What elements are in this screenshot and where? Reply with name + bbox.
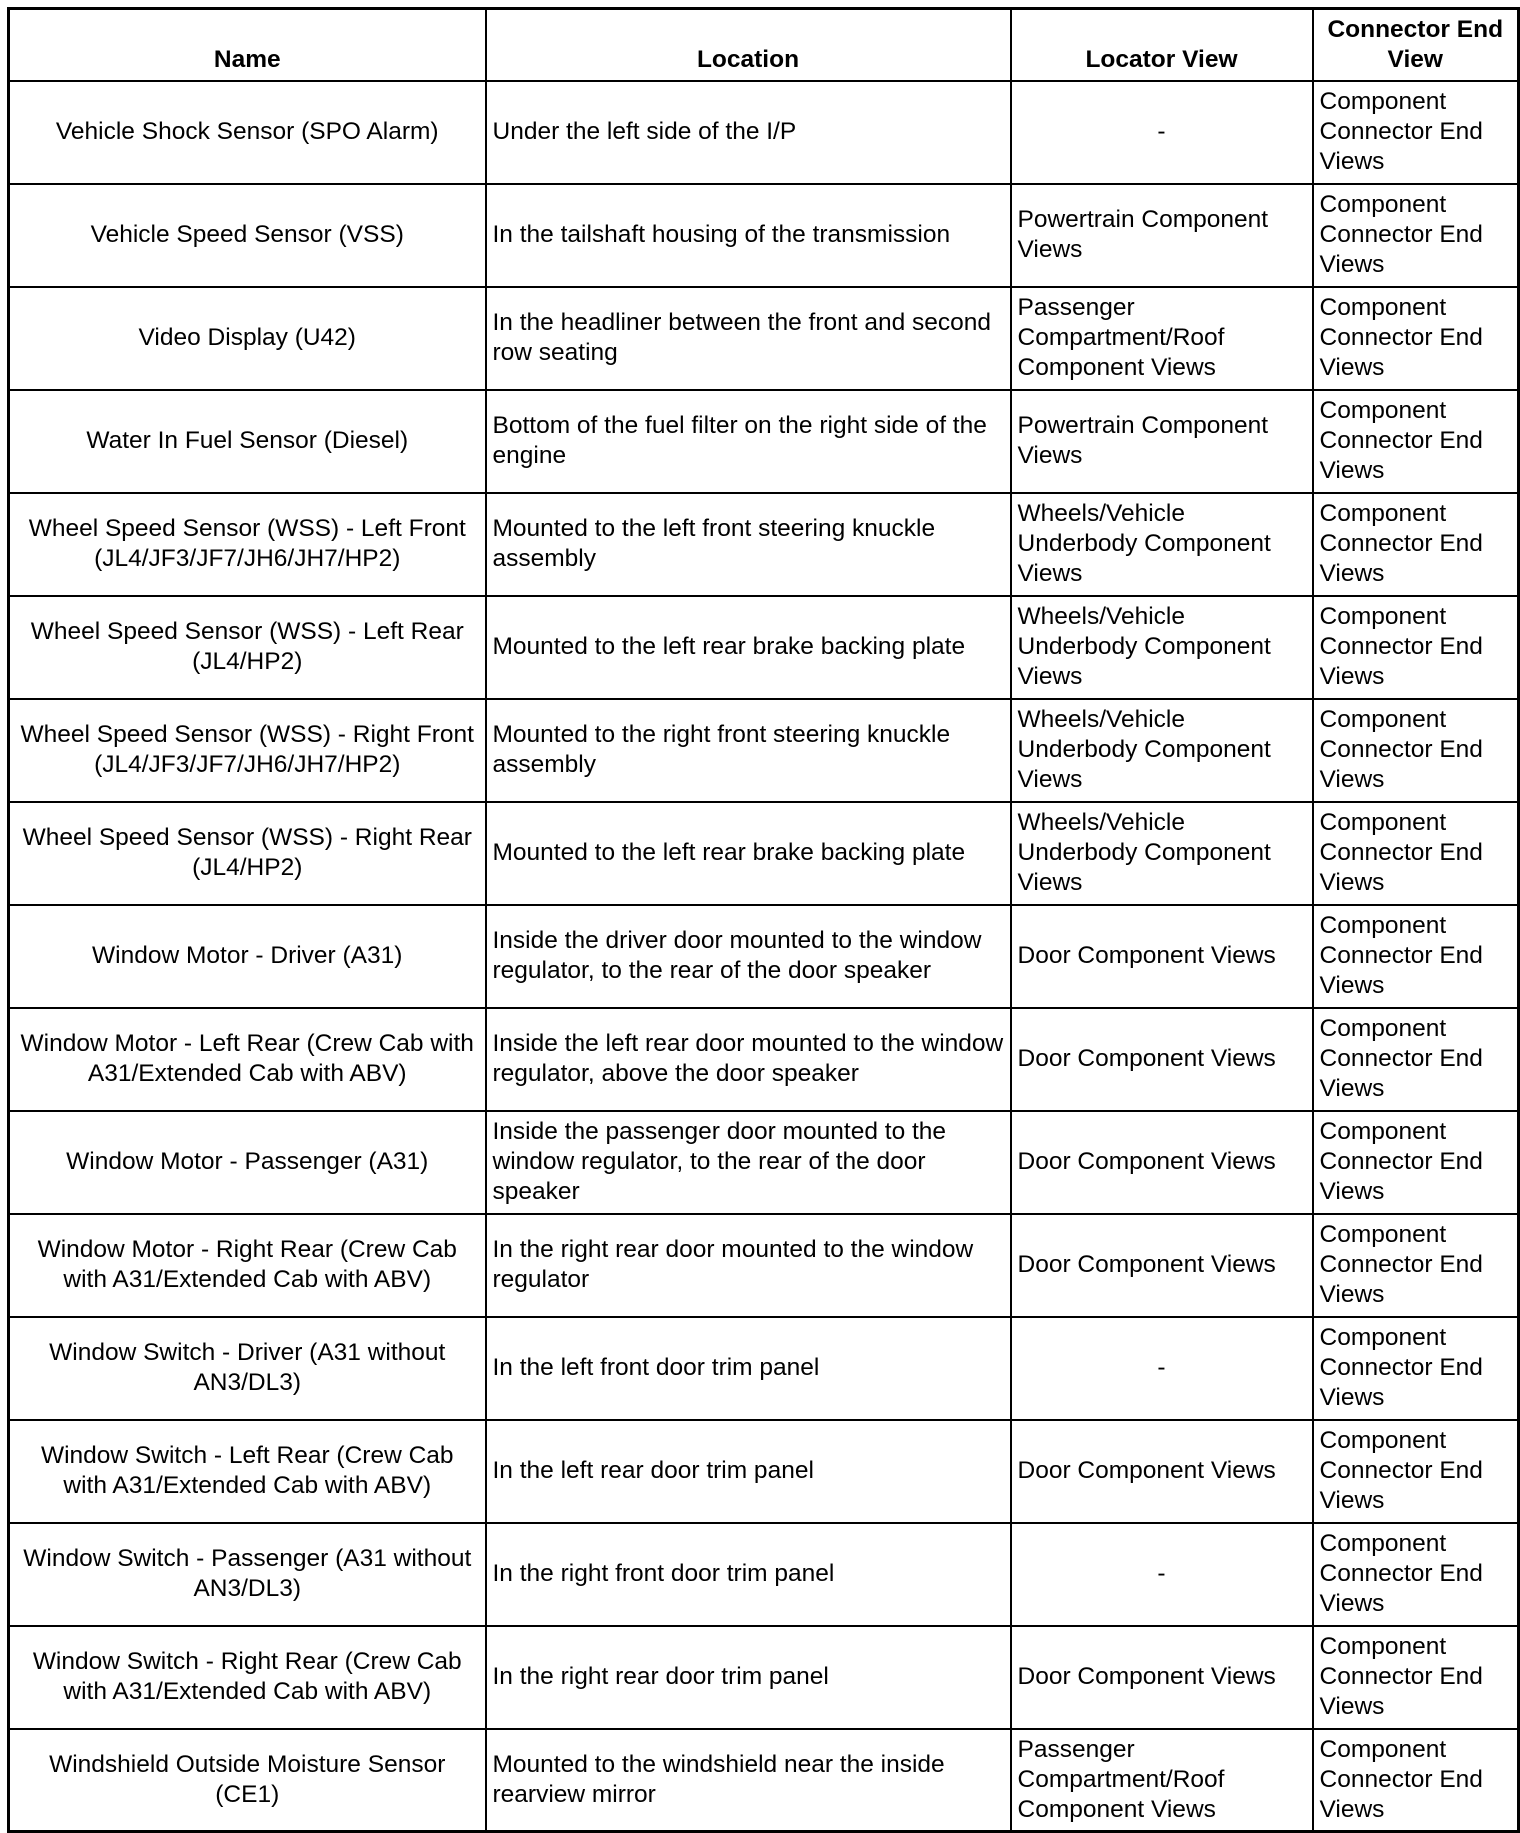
column-header-location: Location bbox=[486, 9, 1011, 81]
component-location-cell: Mounted to the left rear brake backing plate bbox=[486, 802, 1011, 905]
locator-view-cell: Wheels/Vehicle Underbody Component Views bbox=[1011, 493, 1313, 596]
column-header-name: Name bbox=[9, 9, 486, 81]
table-row bbox=[9, 1008, 1519, 1111]
table-row bbox=[9, 1729, 1519, 1832]
locator-view-cell: Door Component Views bbox=[1011, 1626, 1313, 1729]
component-location-cell: Inside the passenger door mounted to the window regulator, to the rear of the door speaker bbox=[486, 1111, 1011, 1214]
table-row bbox=[9, 287, 1519, 390]
locator-view-cell: Door Component Views bbox=[1011, 905, 1313, 1008]
component-location-cell: Mounted to the windshield near the inside rearview mirror bbox=[486, 1729, 1011, 1832]
component-name-cell: Window Switch - Driver (A31 without AN3/DL3) bbox=[9, 1317, 486, 1420]
component-name-cell: Vehicle Speed Sensor (VSS) bbox=[9, 184, 486, 287]
component-location-cell: Inside the driver door mounted to the window regulator, to the rear of the door speaker bbox=[486, 905, 1011, 1008]
component-location-cell: Mounted to the left front steering knuckle assembly bbox=[486, 493, 1011, 596]
component-location-cell: In the headliner between the front and second row seating bbox=[486, 287, 1011, 390]
locator-view-cell: Wheels/Vehicle Underbody Component Views bbox=[1011, 596, 1313, 699]
connector-end-view-cell: Component Connector End Views bbox=[1313, 287, 1519, 390]
connector-end-view-cell: Component Connector End Views bbox=[1313, 1008, 1519, 1111]
table-row bbox=[9, 699, 1519, 802]
column-header-connector-end-view: Connector End View bbox=[1313, 9, 1519, 81]
table-row bbox=[9, 493, 1519, 596]
connector-end-view-cell: Component Connector End Views bbox=[1313, 390, 1519, 493]
connector-end-view-cell: Component Connector End Views bbox=[1313, 1729, 1519, 1832]
connector-end-view-cell: Component Connector End Views bbox=[1313, 493, 1519, 596]
component-location-cell: Mounted to the right front steering knuckle assembly bbox=[486, 699, 1011, 802]
locator-view-cell: - bbox=[1011, 81, 1313, 184]
component-location-cell: Mounted to the left rear brake backing plate bbox=[486, 596, 1011, 699]
component-location-cell: Inside the left rear door mounted to the window regulator, above the door speaker bbox=[486, 1008, 1011, 1111]
table-row bbox=[9, 1317, 1519, 1420]
component-name-cell: Wheel Speed Sensor (WSS) - Left Front (JL4/JF3/JF7/JH6/JH7/HP2) bbox=[9, 493, 486, 596]
connector-end-view-cell: Component Connector End Views bbox=[1313, 1523, 1519, 1626]
component-location-cell: Bottom of the fuel filter on the right side of the engine bbox=[486, 390, 1011, 493]
table-row bbox=[9, 81, 1519, 184]
connector-end-view-cell: Component Connector End Views bbox=[1313, 184, 1519, 287]
component-location-cell: In the right front door trim panel bbox=[486, 1523, 1011, 1626]
connector-end-view-cell: Component Connector End Views bbox=[1313, 1626, 1519, 1729]
connector-end-view-cell: Component Connector End Views bbox=[1313, 905, 1519, 1008]
locator-view-cell: Wheels/Vehicle Underbody Component Views bbox=[1011, 699, 1313, 802]
connector-end-view-cell: Component Connector End Views bbox=[1313, 1111, 1519, 1214]
table-row bbox=[9, 390, 1519, 493]
component-location-cell: In the tailshaft housing of the transmission bbox=[486, 184, 1011, 287]
component-name-cell: Window Switch - Right Rear (Crew Cab with A31/Extended Cab with ABV) bbox=[9, 1626, 486, 1729]
component-location-cell: In the right rear door mounted to the window regulator bbox=[486, 1214, 1011, 1317]
locator-view-cell: Door Component Views bbox=[1011, 1008, 1313, 1111]
component-location-cell: In the right rear door trim panel bbox=[486, 1626, 1011, 1729]
table-body bbox=[9, 81, 1519, 1832]
component-name-cell: Water In Fuel Sensor (Diesel) bbox=[9, 390, 486, 493]
table-row bbox=[9, 1420, 1519, 1523]
component-location-cell: In the left rear door trim panel bbox=[486, 1420, 1011, 1523]
connector-end-view-cell: Component Connector End Views bbox=[1313, 1420, 1519, 1523]
column-header-locator-view: Locator View bbox=[1011, 9, 1313, 81]
table-row bbox=[9, 1214, 1519, 1317]
table-row bbox=[9, 1523, 1519, 1626]
component-location-cell: In the left front door trim panel bbox=[486, 1317, 1011, 1420]
connector-end-view-cell: Component Connector End Views bbox=[1313, 699, 1519, 802]
table-header-row bbox=[9, 9, 1519, 81]
locator-view-cell: Passenger Compartment/Roof Component Views bbox=[1011, 1729, 1313, 1832]
table-row bbox=[9, 1626, 1519, 1729]
locator-view-cell: - bbox=[1011, 1317, 1313, 1420]
connector-end-view-cell: Component Connector End Views bbox=[1313, 1317, 1519, 1420]
connector-end-view-cell: Component Connector End Views bbox=[1313, 1214, 1519, 1317]
component-name-cell: Windshield Outside Moisture Sensor (CE1) bbox=[9, 1729, 486, 1832]
connector-end-view-cell: Component Connector End Views bbox=[1313, 802, 1519, 905]
component-name-cell: Wheel Speed Sensor (WSS) - Left Rear (JL4/HP2) bbox=[9, 596, 486, 699]
component-name-cell: Wheel Speed Sensor (WSS) - Right Rear (JL4/HP2) bbox=[9, 802, 486, 905]
component-name-cell: Window Switch - Passenger (A31 without AN3/DL3) bbox=[9, 1523, 486, 1626]
locator-view-cell: Wheels/Vehicle Underbody Component Views bbox=[1011, 802, 1313, 905]
table-row bbox=[9, 184, 1519, 287]
component-name-cell: Wheel Speed Sensor (WSS) - Right Front (JL4/JF3/JF7/JH6/JH7/HP2) bbox=[9, 699, 486, 802]
locator-view-cell: Door Component Views bbox=[1011, 1214, 1313, 1317]
table-row bbox=[9, 905, 1519, 1008]
component-name-cell: Video Display (U42) bbox=[9, 287, 486, 390]
component-locator-table bbox=[7, 7, 1520, 1833]
locator-view-cell: Passenger Compartment/Roof Component Views bbox=[1011, 287, 1313, 390]
locator-view-cell: Powertrain Component Views bbox=[1011, 184, 1313, 287]
table-row bbox=[9, 802, 1519, 905]
locator-view-cell: Powertrain Component Views bbox=[1011, 390, 1313, 493]
locator-view-cell: Door Component Views bbox=[1011, 1111, 1313, 1214]
locator-view-cell: - bbox=[1011, 1523, 1313, 1626]
component-name-cell: Window Switch - Left Rear (Crew Cab with A31/Extended Cab with ABV) bbox=[9, 1420, 486, 1523]
connector-end-view-cell: Component Connector End Views bbox=[1313, 81, 1519, 184]
locator-view-cell: Door Component Views bbox=[1011, 1420, 1313, 1523]
component-name-cell: Window Motor - Left Rear (Crew Cab with A31/Extended Cab with ABV) bbox=[9, 1008, 486, 1111]
component-name-cell: Vehicle Shock Sensor (SPO Alarm) bbox=[9, 81, 486, 184]
component-name-cell: Window Motor - Driver (A31) bbox=[9, 905, 486, 1008]
table-row bbox=[9, 1111, 1519, 1214]
connector-end-view-cell: Component Connector End Views bbox=[1313, 596, 1519, 699]
component-name-cell: Window Motor - Right Rear (Crew Cab with A31/Extended Cab with ABV) bbox=[9, 1214, 486, 1317]
component-location-cell: Under the left side of the I/P bbox=[486, 81, 1011, 184]
component-name-cell: Window Motor - Passenger (A31) bbox=[9, 1111, 486, 1214]
table-row bbox=[9, 596, 1519, 699]
